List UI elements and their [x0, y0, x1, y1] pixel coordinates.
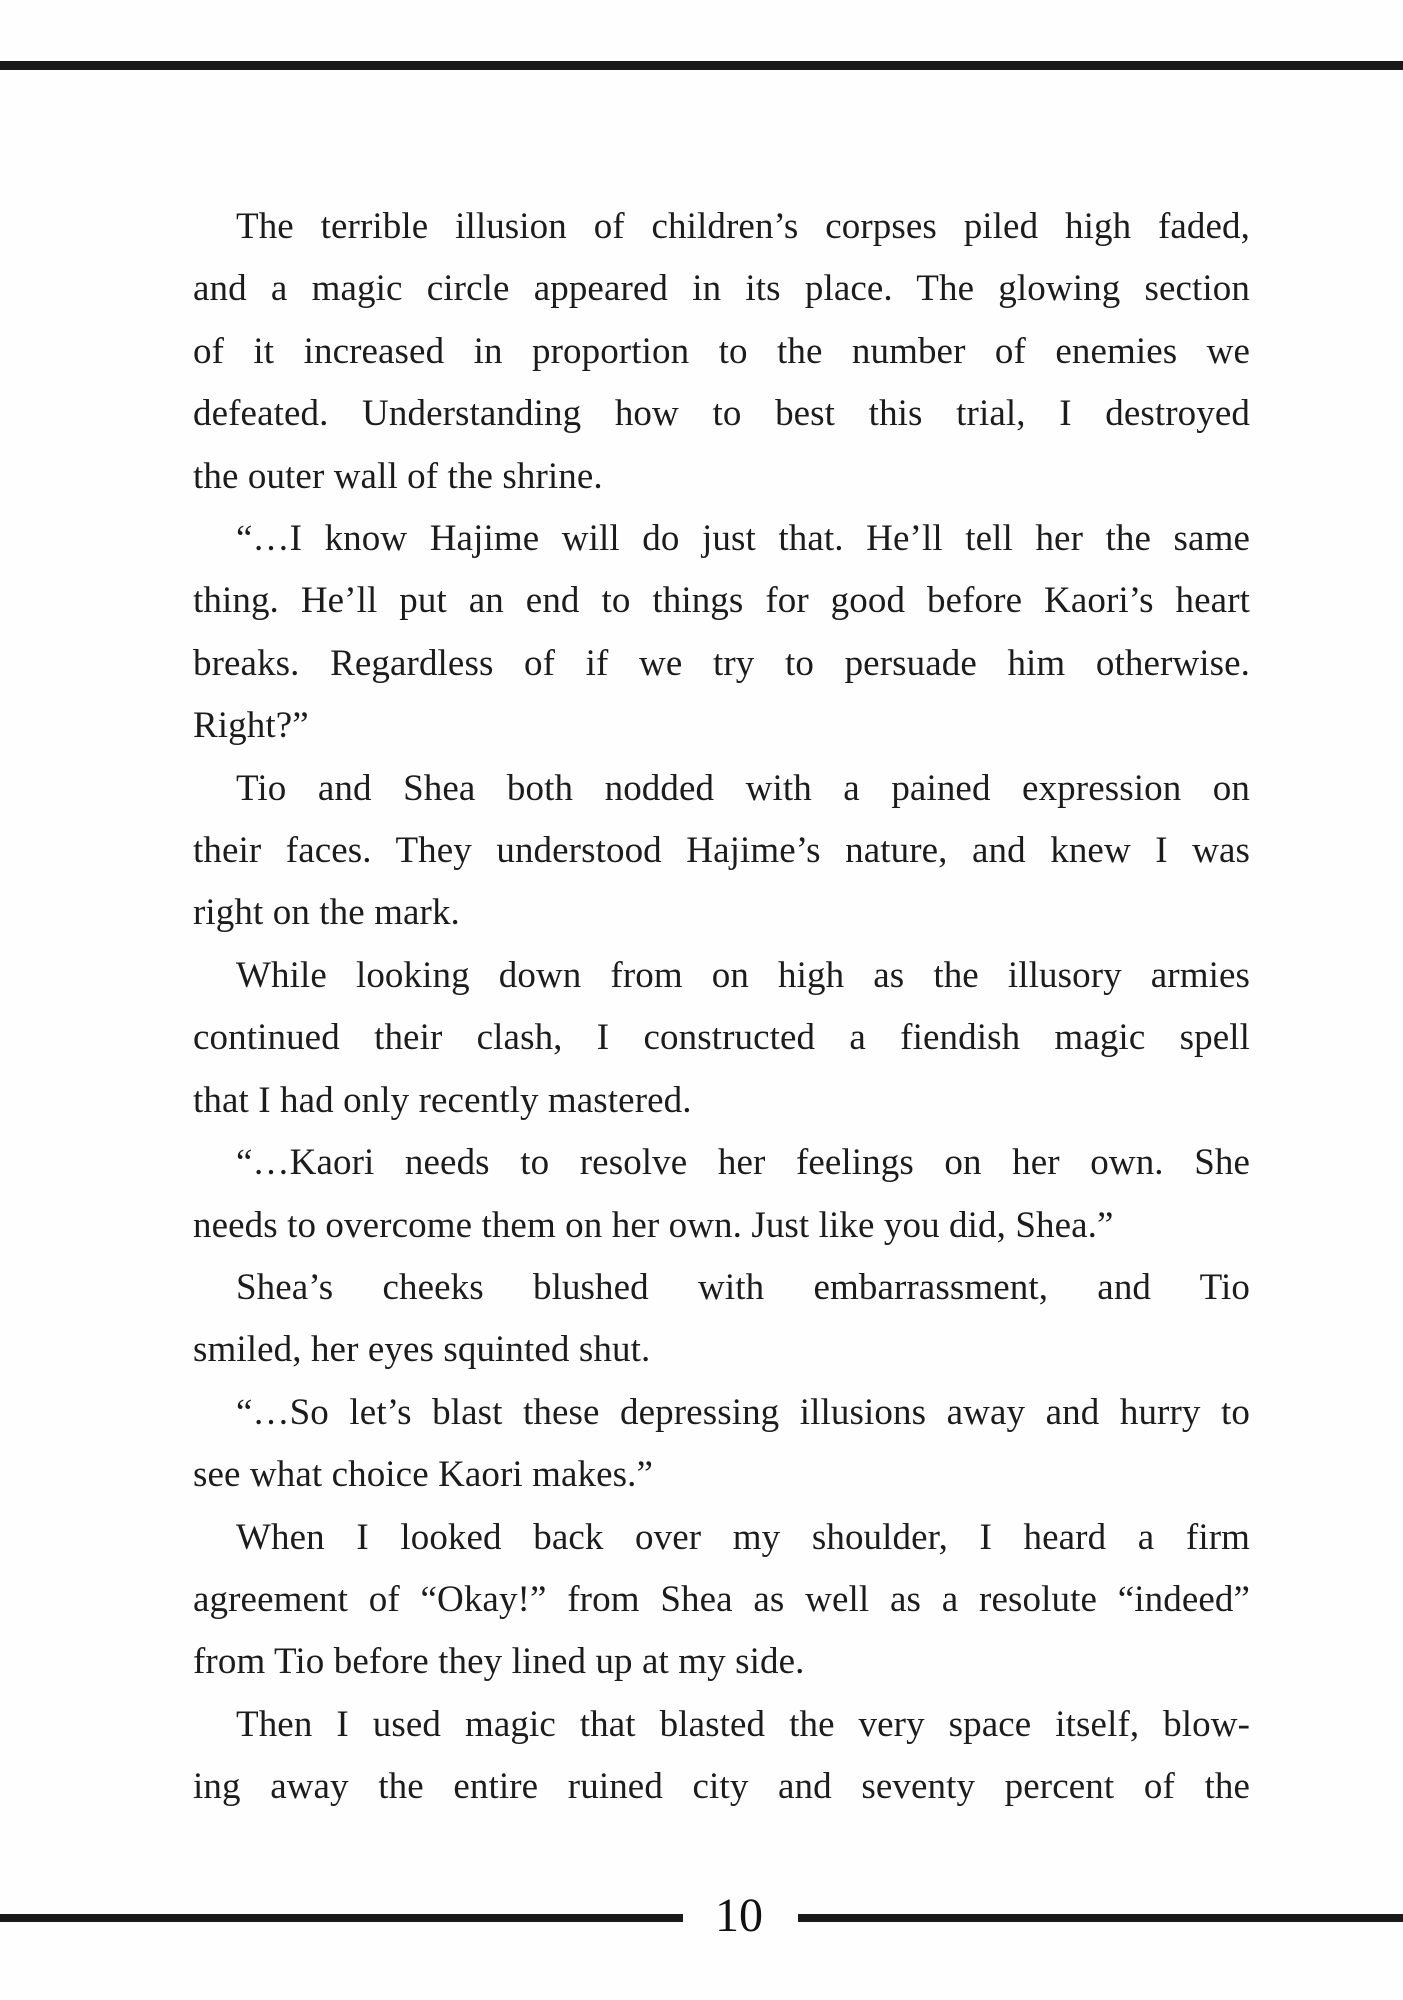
text-line: from Tio before they lined up at my side. [193, 1641, 805, 1683]
text-line: that I had only recently mastered. [193, 1079, 692, 1121]
text-line: continued their clash, I constructed a fiendish magic spell [193, 1017, 1250, 1059]
text-line: ing away the entire ruined city and seventy percent of the [193, 1766, 1250, 1808]
text-line: Tio and Shea both nodded with a pained expression on [236, 767, 1250, 809]
text-line: and a magic circle appeared in its place. The glowing section [193, 268, 1250, 310]
text-line: their faces. They understood Hajime’s nature, and knew I was [193, 830, 1250, 872]
body-text [193, 196, 1250, 1819]
text-line: “…Kaori needs to resolve her feelings on her own. She [236, 1142, 1250, 1184]
text-line: defeated. Understanding how to best this trial, I destroyed [193, 393, 1250, 435]
text-line: breaks. Regardless of if we try to persuade him otherwise. [193, 642, 1250, 684]
footer-rule-left [0, 1914, 683, 1922]
text-line: When I looked back over my shoulder, I heard a firm [236, 1516, 1250, 1558]
text-line: smiled, her eyes squinted shut. [193, 1329, 651, 1371]
text-line: “…So let’s blast these depressing illusions away and hurry to [236, 1391, 1250, 1433]
footer-rule-right [798, 1914, 1403, 1922]
text-line: agreement of “Okay!” from Shea as well as a resolute “indeed” [193, 1578, 1250, 1620]
text-line: thing. He’ll put an end to things for good before Kaori’s heart [193, 580, 1250, 622]
text-line: right on the mark. [193, 892, 460, 934]
text-line: “…I know Hajime will do just that. He’ll tell her the same [236, 518, 1250, 560]
text-line: see what choice Kaori makes.” [193, 1454, 654, 1496]
text-line: needs to overcome them on her own. Just like you did, Shea.” [193, 1204, 1114, 1246]
top-rule [0, 61, 1403, 70]
page-footer [0, 1889, 1403, 1942]
text-line: Then I used magic that blasted the very space itself, blow- [236, 1703, 1250, 1745]
text-line: While looking down from on high as the illusory armies [236, 954, 1250, 996]
page-number: 10 [715, 1889, 763, 1942]
text-line: Shea’s cheeks blushed with embarrassment, and Tio [236, 1266, 1250, 1308]
text-line: The terrible illusion of children’s corpses piled high faded, [236, 206, 1250, 247]
text-line: of it increased in proportion to the number of enemies we [193, 330, 1250, 372]
text-line: the outer wall of the shrine. [193, 455, 603, 497]
text-line: Right?” [193, 705, 309, 747]
